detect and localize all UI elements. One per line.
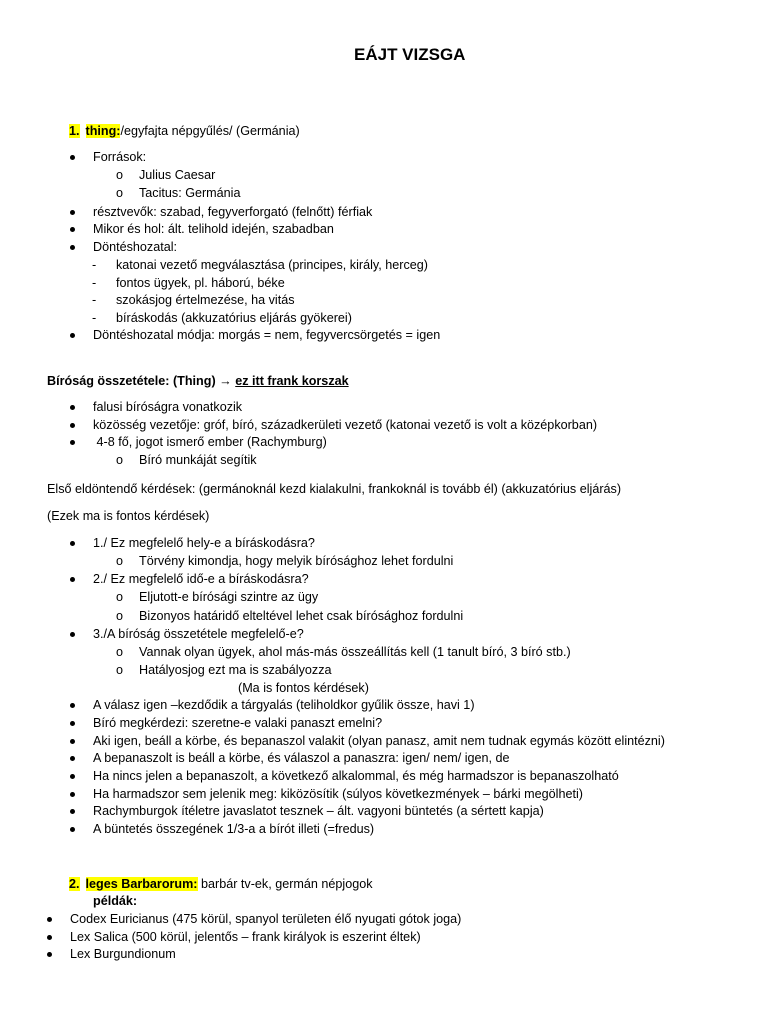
list-item: Hatályosjog ezt ma is szabályozza (139, 663, 332, 677)
section2-term: leges Barbarorum: (85, 877, 198, 891)
list-item: 3./A bíróság összetétele megfelelő-e? (93, 627, 304, 641)
bullet (70, 632, 75, 637)
dash-marker: - (92, 311, 97, 325)
list-note: (Ma is fontos kérdések) (238, 681, 369, 695)
section1-heading (69, 123, 300, 139)
dash-marker: - (92, 258, 97, 272)
bullet (70, 792, 75, 797)
bullet (70, 155, 75, 160)
list-item: szokásjog értelmezése, ha vitás (116, 293, 295, 307)
list-item: katonai vezető megválasztása (principes, király, herceg) (116, 258, 428, 272)
list-item: Lex Salica (500 körül, jelentős – frank királyok is eszerint éltek) (70, 930, 421, 944)
bullet (70, 809, 75, 814)
page-title: EÁJT VIZSGA (354, 45, 466, 64)
bullet (47, 935, 52, 940)
list-item: Források: (93, 150, 147, 164)
dash-marker: - (92, 276, 97, 290)
examples-label: példák: (93, 894, 138, 908)
list-item: Aki igen, beáll a körbe, és bepanaszol valakit (olyan panasz, amit nem tudnak egymás között elintézni) (93, 734, 665, 748)
list-item: A büntetés összegének 1/3-a a bírót illeti (=fredus) (93, 822, 375, 836)
list-item: Vannak olyan ügyek, ahol más-más összeállítás kell (1 tanult bíró, 3 bíró stb.) (139, 645, 571, 659)
list-item: Bizonyos határidő elteltével lehet csak bírósághoz fordulni (139, 609, 464, 623)
sub-marker: o (116, 663, 124, 677)
list-item: Döntéshozatal módja: morgás = nem, fegyvercsörgetés = igen (93, 328, 441, 342)
paragraph: (Ezek ma is fontos kérdések) (47, 509, 210, 523)
section1-rest: /egyfajta népgyűlés/ (Germánia) (120, 124, 300, 138)
bullet (70, 827, 75, 832)
bullet (70, 227, 75, 232)
list-item: Julius Caesar (139, 168, 216, 182)
bullet (70, 721, 75, 726)
bullet (70, 703, 75, 708)
list-item: falusi bíróságra vonatkozik (93, 400, 243, 414)
bullet (70, 739, 75, 744)
bullet (70, 333, 75, 338)
bullet (70, 245, 75, 250)
list-item: Ha nincs jelen a bepanaszolt, a következő alkalommal, és még harmadszor is bepanaszolható (93, 769, 619, 783)
sub-marker: o (116, 645, 124, 659)
list-item: bíráskodás (akkuzatórius eljárás gyökerei) (116, 311, 352, 325)
section1-term: thing: (85, 124, 121, 138)
section1-number: 1. (69, 124, 80, 138)
court-heading-link: ez itt frank korszak (235, 374, 349, 388)
bullet (70, 423, 75, 428)
list-item: fontos ügyek, pl. háború, béke (116, 276, 285, 290)
list-item: Ha harmadszor sem jelenik meg: kiközösítik (súlyos következmények – bárki megölheti) (93, 787, 583, 801)
bullet (70, 210, 75, 215)
bullet (70, 577, 75, 582)
list-item: 1./ Ez megfelelő hely-e a bíráskodásra? (93, 536, 315, 550)
dash-marker: - (92, 293, 97, 307)
bullet (47, 952, 52, 957)
sub-marker: o (116, 554, 124, 568)
list-item: Codex Euricianus (475 körül, spanyol területen élő nyugati gótok joga) (70, 912, 462, 926)
list-item: Mikor és hol: ált. telihold idején, szabadban (93, 222, 334, 236)
bullet (70, 756, 75, 761)
section2-number: 2. (69, 877, 80, 891)
bullet (70, 405, 75, 410)
sub-marker: o (116, 609, 124, 623)
list-item: A bepanaszolt is beáll a körbe, és válaszol a panaszra: igen/ nem/ igen, de (93, 751, 510, 765)
court-heading (47, 373, 349, 389)
sub-marker: o (116, 168, 124, 182)
list-item: közösség vezetője: gróf, bíró, századkerületi vezető (katonai vezető is volt a középkorban) (93, 418, 598, 432)
list-item: A válasz igen –kezdődik a tárgyalás (teliholdkor gyűlik össze, havi 1) (93, 698, 475, 712)
list-item: Bíró munkáját segítik (139, 453, 257, 467)
bullet (70, 440, 75, 445)
list-item: Törvény kimondja, hogy melyik bírósághoz lehet fordulni (139, 554, 454, 568)
section2-rest: barbár tv-ek, germán népjogok (197, 877, 373, 891)
sub-marker: o (116, 453, 124, 467)
list-item: Tacitus: Germánia (139, 186, 241, 200)
list-item: Döntéshozatal: (93, 240, 178, 254)
list-item: résztvevők: szabad, fegyverforgató (felnőtt) férfiak (93, 205, 373, 219)
list-item: Bíró megkérdezi: szeretne-e valaki panaszt emelni? (93, 716, 383, 730)
bullet (70, 774, 75, 779)
list-item: Eljutott-e bírósági szintre az ügy (139, 590, 319, 604)
list-item: 2./ Ez megfelelő idő-e a bíráskodásra? (93, 572, 309, 586)
sub-marker: o (116, 186, 124, 200)
bullet (70, 541, 75, 546)
sub-marker: o (116, 590, 124, 604)
section2-heading (69, 876, 373, 892)
paragraph: Első eldöntendő kérdések: (germánoknál kezd kialakulni, frankoknál is tovább él) (akkuzatórius eljárás) (47, 482, 622, 496)
list-item: Rachymburgok ítéletre javaslatot tesznek – ált. vagyoni büntetés (a sértett kapja) (93, 804, 544, 818)
list-item: 4-8 fő, jogot ismerő ember (Rachymburg) (93, 435, 327, 449)
bullet (47, 917, 52, 922)
court-heading-text: Bíróság összetétele: (Thing) → (47, 374, 232, 388)
list-item: Lex Burgundionum (70, 947, 176, 961)
